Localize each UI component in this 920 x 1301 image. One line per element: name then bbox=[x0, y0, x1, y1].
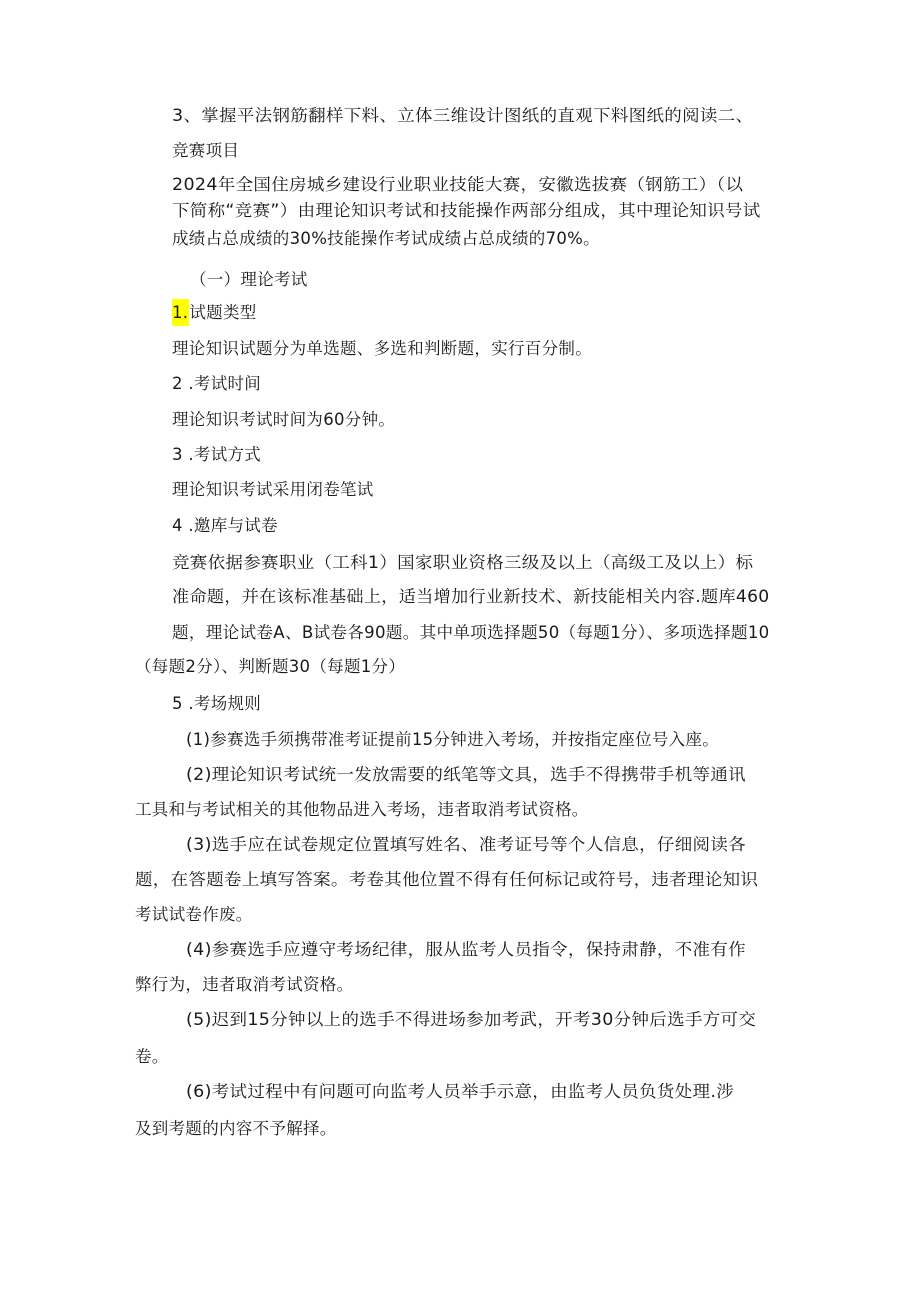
text-line: 成绩占总成绩的30%技能操作考试成绩占总成绩的70%。 bbox=[172, 229, 600, 248]
rule-line: 卷。 bbox=[135, 1047, 169, 1066]
text-line: 2024年全国住房城乡建设行业职业技能大赛，安徽选拔赛（钢筋工）（以 bbox=[172, 175, 744, 194]
item-heading-text: 试题类型 bbox=[189, 303, 257, 322]
text-line: 3、掌握平法钢筋翻样下料、立体三维设计图纸的直观下料图纸的阅读二、 bbox=[172, 106, 754, 125]
rule-line: (5)迟到15分钟以上的选手不得进场参加考武，开考30分钟后选手方可交 bbox=[186, 1010, 757, 1029]
text-line: 下简称“竞赛”）由理论知识考试和技能操作两部分组成，其中理论知识号试 bbox=[172, 201, 761, 220]
item-heading: 3 .考试方式 bbox=[172, 445, 262, 464]
rule-line: 工具和与考试相关的其他物品进入考场，违者取消考试资格。 bbox=[135, 800, 589, 819]
text-line: 准命题，并在该标准基础上，适当增加行业新技术、新技能相关内容.题库460 bbox=[172, 587, 770, 606]
item-heading: 5 .考场规则 bbox=[172, 694, 262, 713]
item-heading bbox=[172, 301, 257, 325]
highlighted-number: 1. bbox=[172, 299, 189, 326]
item-heading: 2 .考试时间 bbox=[172, 374, 262, 393]
item-heading: 4 .邀库与试卷 bbox=[172, 516, 278, 535]
text-line: 竞赛依据参赛职业（工科1）国家职业资格三级及以上（高级工及以上）标 bbox=[172, 553, 754, 572]
rule-line: 考试试卷作废。 bbox=[135, 905, 253, 924]
section-heading: 竞赛项目 bbox=[172, 141, 240, 160]
rule-line: 题，在答题卷上填写答案。考卷其他位置不得有任何标记或符号，违者理论知识 bbox=[135, 870, 759, 889]
rule-line: 弊行为，违者取消考试资格。 bbox=[135, 975, 354, 994]
rule-line: 及到考题的内容不予解择。 bbox=[135, 1119, 337, 1138]
rule-line: (1)参赛选手须携带准考证提前15分钟进入考场，并按指定座位号入座。 bbox=[186, 730, 720, 749]
subsection-heading: （一）理论考试 bbox=[190, 270, 308, 289]
text-line: （每题2分）、判断题30（每题1分） bbox=[135, 657, 406, 676]
text-line: 理论知识考试时间为60分钟。 bbox=[172, 410, 396, 429]
rule-line: (3)选手应在试卷规定位置填写姓名、准考证号等个人信息，仔细阅读各 bbox=[186, 835, 746, 854]
rule-line: (4)参赛选手应遵守考场纪律，服从监考人员指令，保持肃静，不准有作 bbox=[186, 940, 746, 959]
rule-line: (6)考试过程中有问题可向监考人员举手示意，由监考人员负货处理.涉 bbox=[186, 1082, 735, 1101]
text-line: 理论知识考试采用闭卷笔试 bbox=[172, 480, 374, 499]
text-line: 题，理论试卷A、B试卷各90题。其中单项选择题50（每题1分）、多项选择题10 bbox=[172, 623, 770, 642]
text-line: 理论知识试题分为单选题、多选和判断题，实行百分制。 bbox=[172, 339, 592, 358]
rule-line: (2)理论知识考试统一发放需要的纸笔等文具，选手不得携带手机等通讯 bbox=[186, 765, 746, 784]
